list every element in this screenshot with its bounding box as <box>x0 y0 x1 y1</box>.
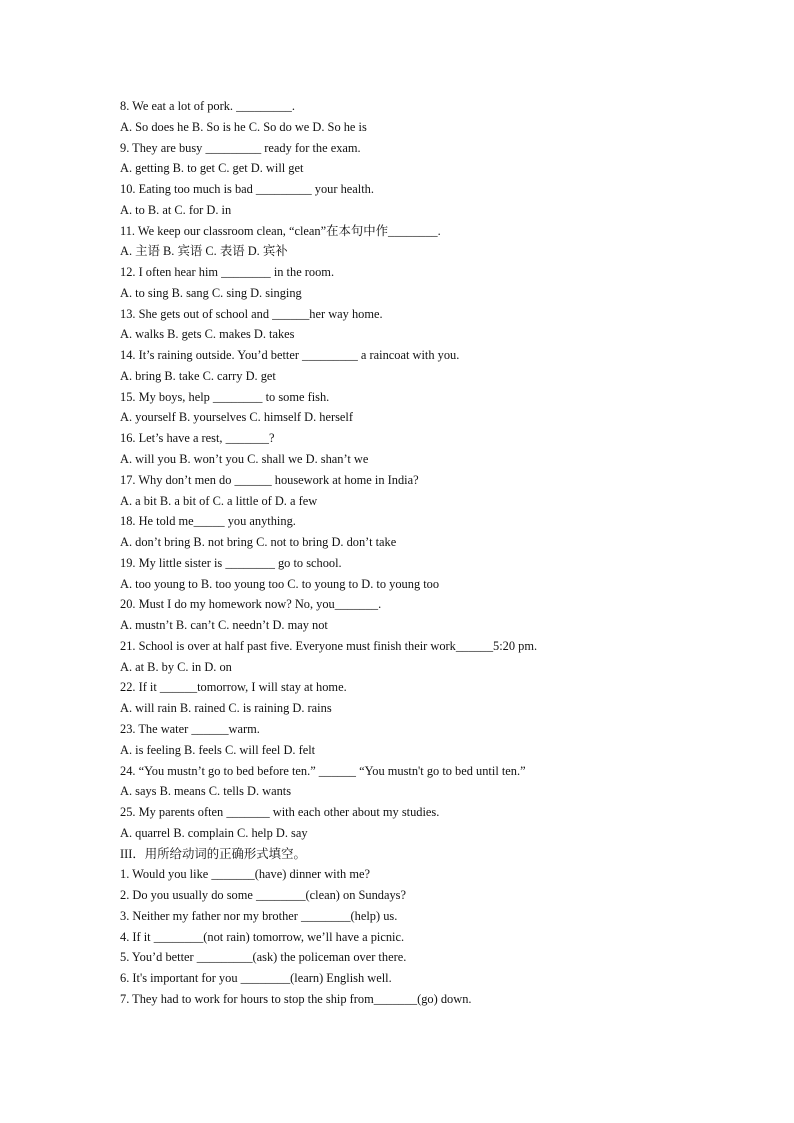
question-text: 20. Must I do my homework now? No, you_______. <box>120 597 382 612</box>
answer-options: A. So does he B. So is he C. So do we D. So he is <box>120 119 367 134</box>
question-text: 9. They are busy _________ ready for the exam. <box>120 140 361 155</box>
question-text: 21. School is over at half past five. Everyone must finish their work______5:20 pm. <box>120 638 538 653</box>
question-text: 22. If it ______tomorrow, I will stay at home. <box>120 680 347 695</box>
question-text: 3. Neither my father nor my brother ________(help) us. <box>120 908 398 923</box>
answer-options: A. will you B. won’t you C. shall we D. shan’t we <box>120 452 369 467</box>
question-text: 23. The water ______warm. <box>120 721 260 736</box>
answer-options: A. to sing B. sang C. sing D. singing <box>120 285 302 300</box>
answer-options: A. a bit B. a bit of C. a little of D. a few <box>120 493 318 508</box>
question-text: 6. It's important for you ________(learn) English well. <box>120 971 392 986</box>
answer-options: A. getting B. to get C. get D. will get <box>120 161 304 176</box>
answer-options: A. walks B. gets C. makes D. takes <box>120 327 295 342</box>
question-text: 17. Why don’t men do ______ housework at home in India? <box>120 472 419 487</box>
answer-options: A. too young to B. too young too C. to young to D. to young too <box>120 576 440 591</box>
question-text: 15. My boys, help ________ to some fish. <box>120 389 330 404</box>
answer-options: A. says B. means C. tells D. wants <box>120 784 292 799</box>
answer-options: A. at B. by C. in D. on <box>120 659 232 674</box>
question-text: 8. We eat a lot of pork. _________. <box>120 99 295 113</box>
question-text: 16. Let’s have a rest, _______? <box>120 431 275 446</box>
question-text: 2. Do you usually do some ________(clean) on Sundays? <box>120 888 406 903</box>
answer-options: A. mustn’t B. can’t C. needn’t D. may not <box>120 618 328 633</box>
question-text: 7. They had to work for hours to stop the ship from_______(go) down. <box>120 991 472 1006</box>
answer-options: A. will rain B. rained C. is raining D. rains <box>120 701 332 716</box>
answer-options: A. is feeling B. feels C. will feel D. felt <box>120 742 316 757</box>
answer-options: A. bring B. take C. carry D. get <box>120 368 276 383</box>
question-text: 18. He told me_____ you anything. <box>120 514 296 529</box>
document-body <box>120 96 760 1010</box>
answer-options: A. 主语 B. 宾语 C. 表语 D. 宾补 <box>120 244 288 259</box>
question-text: 1. Would you like _______(have) dinner with me? <box>120 867 370 882</box>
question-text: 19. My little sister is ________ go to school. <box>120 555 342 570</box>
question-text: 12. I often hear him ________ in the room. <box>120 265 335 280</box>
question-text: 11. We keep our classroom clean, “clean”在本句中作________. <box>120 223 441 238</box>
answer-options: A. don’t bring B. not bring C. not to bring D. don’t take <box>120 535 397 550</box>
question-text: 13. She gets out of school and ______her way home. <box>120 306 383 321</box>
question-text: 24. “You mustn’t go to bed before ten.” ______ “You mustn't go to bed until ten.” <box>120 763 526 778</box>
answer-options: A. quarrel B. complain C. help D. say <box>120 825 308 840</box>
question-text: 10. Eating too much is bad _________ your health. <box>120 182 374 197</box>
answer-options: A. to B. at C. for D. in <box>120 202 232 217</box>
question-text: 14. It’s raining outside. You’d better _________ a raincoat with you. <box>120 348 460 363</box>
question-text: 25. My parents often _______ with each other about my studies. <box>120 805 440 820</box>
question-text: 5. You’d better _________(ask) the policeman over there. <box>120 950 407 965</box>
answer-options: A. yourself B. yourselves C. himself D. herself <box>120 410 353 425</box>
section-heading: III．用所给动词的正确形式填空。 <box>120 846 306 861</box>
question-text: 4. If it ________(not rain) tomorrow, we’ll have a picnic. <box>120 929 405 944</box>
